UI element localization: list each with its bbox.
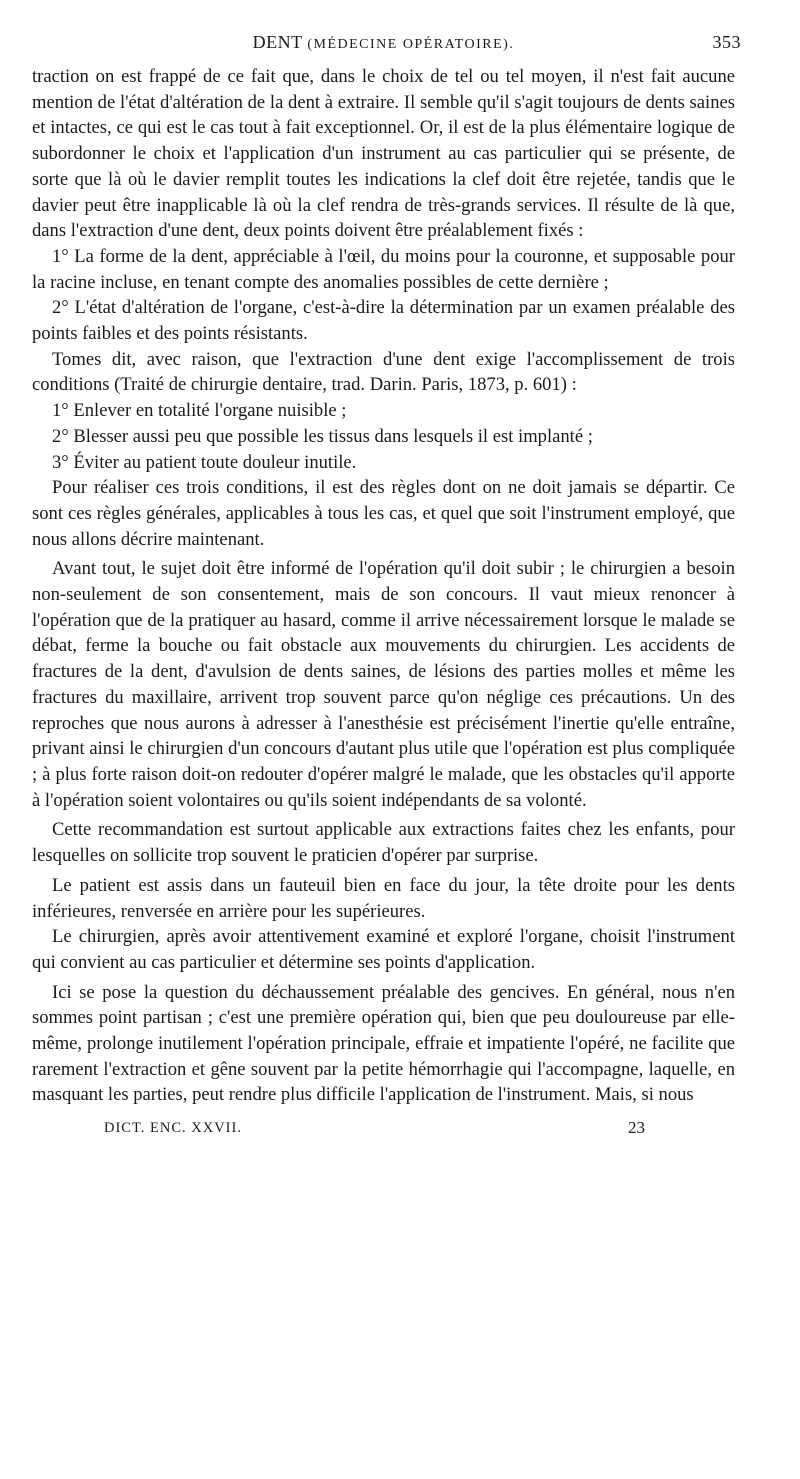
running-header bbox=[32, 30, 741, 56]
body-text bbox=[32, 64, 735, 1108]
paragraph: Tomes dit, avec raison, que l'extraction d'une dent exige l'accomplissement de trois conditions (Traité de chirurgie dentaire, trad. Darin. Paris, 1873, p. 601) : bbox=[32, 348, 735, 396]
signature-mark: DICT. ENC. XXVII. bbox=[104, 1120, 242, 1137]
paragraph: 2° L'état d'altération de l'organe, c'est-à-dire la détermination par un examen préalable des points faibles et des points résistants. bbox=[32, 297, 735, 345]
paragraph: 3° Éviter au patient toute douleur inutile. bbox=[52, 451, 357, 473]
document-page bbox=[32, 30, 741, 1142]
paragraph: 1° Enlever en totalité l'organe nuisible ; bbox=[52, 400, 347, 422]
running-title bbox=[32, 32, 735, 53]
paragraph: traction on est frappé de ce fait que, dans le choix de tel ou tel moyen, il n'est fait aucune mention de l'état d'altération de la dent à extraire. Il semble qu'il s'agit toujours de dents saines et intactes, ce qui est le cas tout à fait exceptionnel. Or, il est de la plus élémentaire logique de subordonner le choix et l'application d'un instrument au cas particulier qui se présente, de sorte que là où le davier remplit toutes les indications la clef doit être rejetée, tandis que le davier peut être inapplicable là où la clef rendra de très-grands services. Il résulte de là que, dans l'extraction d'une dent, deux points doivent être préalablement fixés : bbox=[32, 66, 735, 242]
running-title-main: DENT bbox=[252, 32, 303, 52]
page-number: 353 bbox=[712, 32, 741, 52]
paragraph: 2° Blesser aussi peu que possible les tissus dans lesquels il est implanté ; bbox=[52, 425, 593, 447]
signature-number: 23 bbox=[628, 1118, 645, 1138]
paragraph: 1° La forme de la dent, appréciable à l'œil, du moins pour la couronne, et supposable pour la racine incluse, en tenant compte des anomalies possibles de cette dernière ; bbox=[32, 245, 735, 293]
paragraph: Avant tout, le sujet doit être informé de l'opération qu'il doit subir ; le chirurgien a besoin non-seulement de son consentement, mais de son concours. Il vaut mieux renoncer à l'opération que de la pratiquer au hasard, comme il arrive nécessairement lorsque le malade se débat, ferme la bouche ou fait obstacle aux mouvements du chirurgien. Les accidents de fractures de la dent, d'avulsion de dents saines, de lésions des parties molles et même les fractures du maxillaire, arrivent trop souvent parce qu'on néglige ces précautions. Un des reproches que nous aurons à adresser à l'anesthésie est précisément l'inertie qu'elle entraîne, privant ainsi le chirurgien d'un concours d'autant plus utile que l'opération est plus compliquée ; à plus forte raison doit-on redouter d'opérer malgré le malade, que les obstacles qu'il apporte à l'opération soient volontaires ou qu'ils soient indépendants de sa volonté. bbox=[32, 558, 735, 811]
paragraph: Cette recommandation est surtout applicable aux extractions faites chez les enfants, pour lesquelles on sollicite trop souvent le praticien d'opérer par surprise. bbox=[32, 819, 735, 867]
paragraph: Pour réaliser ces trois conditions, il est des règles dont on ne doit jamais se départir. Ce sont ces règles générales, applicables à tous les cas, et quel que soit l'instrument employé, que nous allons décrire maintenant. bbox=[32, 477, 735, 550]
running-title-sub: (MÉDECINE OPÉRATOIRE). bbox=[307, 37, 515, 52]
paragraph: Le patient est assis dans un fauteuil bien en face du jour, la tête droite pour les dents inférieures, renversée en arrière pour les supérieures. bbox=[32, 874, 735, 922]
paragraph: Le chirurgien, après avoir attentivement examiné et exploré l'organe, choisit l'instrument qui convient au cas particulier et détermine ses points d'application. bbox=[32, 926, 735, 973]
paragraph: Ici se pose la question du déchaussement préalable des gencives. En général, nous n'en sommes point partisan ; c'est une première opération qui, bien que peu douloureuse par elle-même, prolonge inutilement l'opération principale, effraie et impatiente l'opéré, ne facilite que rarement l'extraction et gêne souvent par la petite hémorrhagie qui l'accompagne, laquelle, en masquant les parties, peut rendre plus difficile l'application de l'instrument. Mais, si nous bbox=[32, 981, 735, 1106]
page-footer bbox=[32, 1118, 735, 1142]
